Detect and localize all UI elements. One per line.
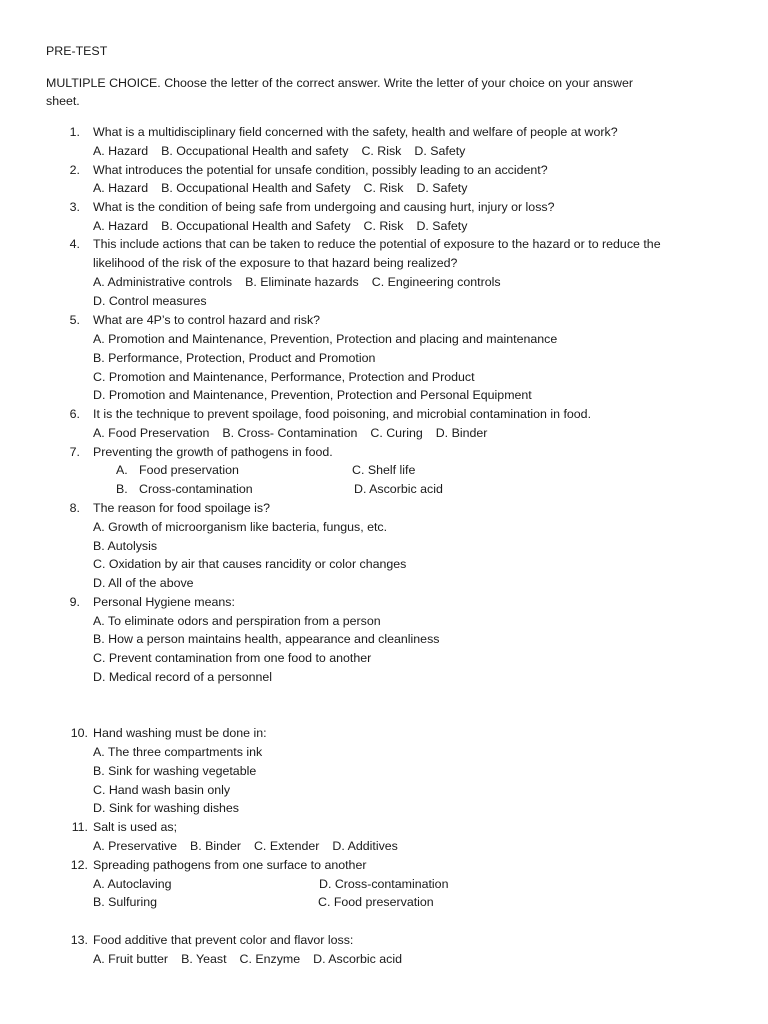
question-text: Hand washing must be done in: — [93, 726, 267, 740]
option: A. Promotion and Maintenance, Prevention, Protection and placing and maintenance — [93, 332, 558, 346]
question-number: 10. — [70, 726, 88, 740]
option: A. Fruit butter — [93, 952, 169, 966]
question-text: What is the condition of being safe from undergoing and causing hurt, injury or loss? — [93, 200, 555, 214]
question-text: This include actions that can be taken to reduce the potential of exposure to the hazard or to reduce the — [93, 237, 661, 251]
option: C. Risk — [361, 144, 402, 158]
option: C. Food preservation — [318, 895, 434, 909]
question-number: 4. — [69, 237, 80, 251]
question-text: Salt is used as; — [93, 820, 178, 834]
options-row — [93, 145, 465, 157]
option: B. How a person maintains health, appearance and cleanliness — [93, 632, 440, 646]
question-text: Preventing the growth of pathogens in food. — [93, 445, 333, 459]
option: D. Promotion and Maintenance, Prevention, Protection and Personal Equipment — [93, 388, 532, 402]
option: D. Binder — [435, 426, 488, 440]
option: A. To eliminate odors and perspiration from a person — [93, 614, 381, 628]
option: C. Curing — [370, 426, 423, 440]
option: B. Occupational Health and safety — [161, 144, 349, 158]
option: D. Medical record of a personnel — [93, 670, 273, 684]
options-row — [93, 182, 467, 194]
option: A. Autoclaving — [93, 877, 172, 891]
option: C. Risk — [363, 219, 404, 233]
option: D. All of the above — [93, 576, 194, 590]
option: C. Shelf life — [352, 463, 416, 477]
instructions-continued: sheet. — [46, 94, 80, 108]
options-row — [93, 953, 402, 965]
question-number: 3. — [69, 200, 80, 214]
options-row — [93, 840, 398, 852]
option: B. Sulfuring — [93, 895, 158, 909]
option: Food preservation — [139, 463, 239, 477]
question-text: Spreading pathogens from one surface to another — [93, 858, 367, 872]
question-number: 13. — [70, 933, 88, 947]
question-number: 8. — [69, 501, 80, 515]
question-text: Food additive that prevent color and flavor loss: — [93, 933, 354, 947]
option: C. Enzyme — [239, 952, 301, 966]
option: A. Food Preservation — [93, 426, 210, 440]
option: A. Hazard — [93, 181, 149, 195]
option: A. Hazard — [93, 219, 149, 233]
options-row — [93, 427, 487, 439]
option: C. Hand wash basin only — [93, 783, 231, 797]
question-text: What is a multidisciplinary field concerned with the safety, health and welfare of people at work? — [93, 125, 618, 139]
option: B. Autolysis — [93, 539, 158, 553]
question-text: What introduces the potential for unsafe condition, possibly leading to an accident? — [93, 163, 548, 177]
options-row — [93, 220, 467, 232]
question-number: 5. — [69, 313, 80, 327]
option: C. Extender — [253, 839, 320, 853]
option: C. Risk — [363, 181, 404, 195]
question-number: 6. — [69, 407, 80, 421]
instructions: MULTIPLE CHOICE. Choose the letter of the correct answer. Write the letter of your choice on your answer — [46, 76, 633, 90]
question-text: Personal Hygiene means: — [93, 595, 235, 609]
option: C. Prevent contamination from one food to another — [93, 651, 372, 665]
option: C. Promotion and Maintenance, Performance, Protection and Product — [93, 370, 475, 384]
option: A. Growth of microorganism like bacteria, fungus, etc. — [93, 520, 388, 534]
options-row — [93, 276, 501, 288]
option-letter: A. — [116, 463, 128, 477]
question-text: The reason for food spoilage is? — [93, 501, 271, 515]
question-number: 9. — [69, 595, 80, 609]
option: D. Additives — [332, 839, 398, 853]
option: B. Occupational Health and Safety — [161, 219, 351, 233]
option: A. Administrative controls — [93, 275, 233, 289]
option: D. Safety — [416, 181, 468, 195]
option: B. Eliminate hazards — [245, 275, 359, 289]
option: D. Safety — [414, 144, 466, 158]
option: D. Safety — [416, 219, 468, 233]
option: B. Performance, Protection, Product and Promotion — [93, 351, 376, 365]
option-letter: B. — [116, 482, 128, 496]
question-number: 7. — [69, 445, 80, 459]
option: B. Binder — [190, 839, 241, 853]
option: D. Ascorbic acid — [313, 952, 402, 966]
option: C. Engineering controls — [371, 275, 501, 289]
option: B. Occupational Health and Safety — [161, 181, 351, 195]
option: B. Sink for washing vegetable — [93, 764, 257, 778]
question-text: It is the technique to prevent spoilage, food poisoning, and microbial contamination in food. — [93, 407, 592, 421]
option: B. Cross- Contamination — [222, 426, 358, 440]
question-text-continued: likelihood of the risk of the exposure to that hazard being realized? — [93, 256, 458, 270]
question-text: What are 4P’s to control hazard and risk? — [93, 313, 321, 327]
option: D. Ascorbic acid — [354, 482, 443, 496]
question-number: 12. — [70, 858, 88, 872]
option: A. The three compartments ink — [93, 745, 263, 759]
option: D. Control measures — [93, 294, 207, 308]
option: D. Sink for washing dishes — [93, 801, 240, 815]
option: B. Yeast — [181, 952, 227, 966]
option: C. Oxidation by air that causes rancidity or color changes — [93, 557, 407, 571]
option: Cross-contamination — [139, 482, 253, 496]
question-number: 1. — [69, 125, 80, 139]
option: A. Hazard — [93, 144, 149, 158]
question-number: 11. — [71, 820, 88, 834]
question-number: 2. — [69, 163, 80, 177]
page-title: PRE-TEST — [46, 44, 108, 58]
option: A. Preservative — [93, 839, 178, 853]
option: D. Cross-contamination — [319, 877, 449, 891]
